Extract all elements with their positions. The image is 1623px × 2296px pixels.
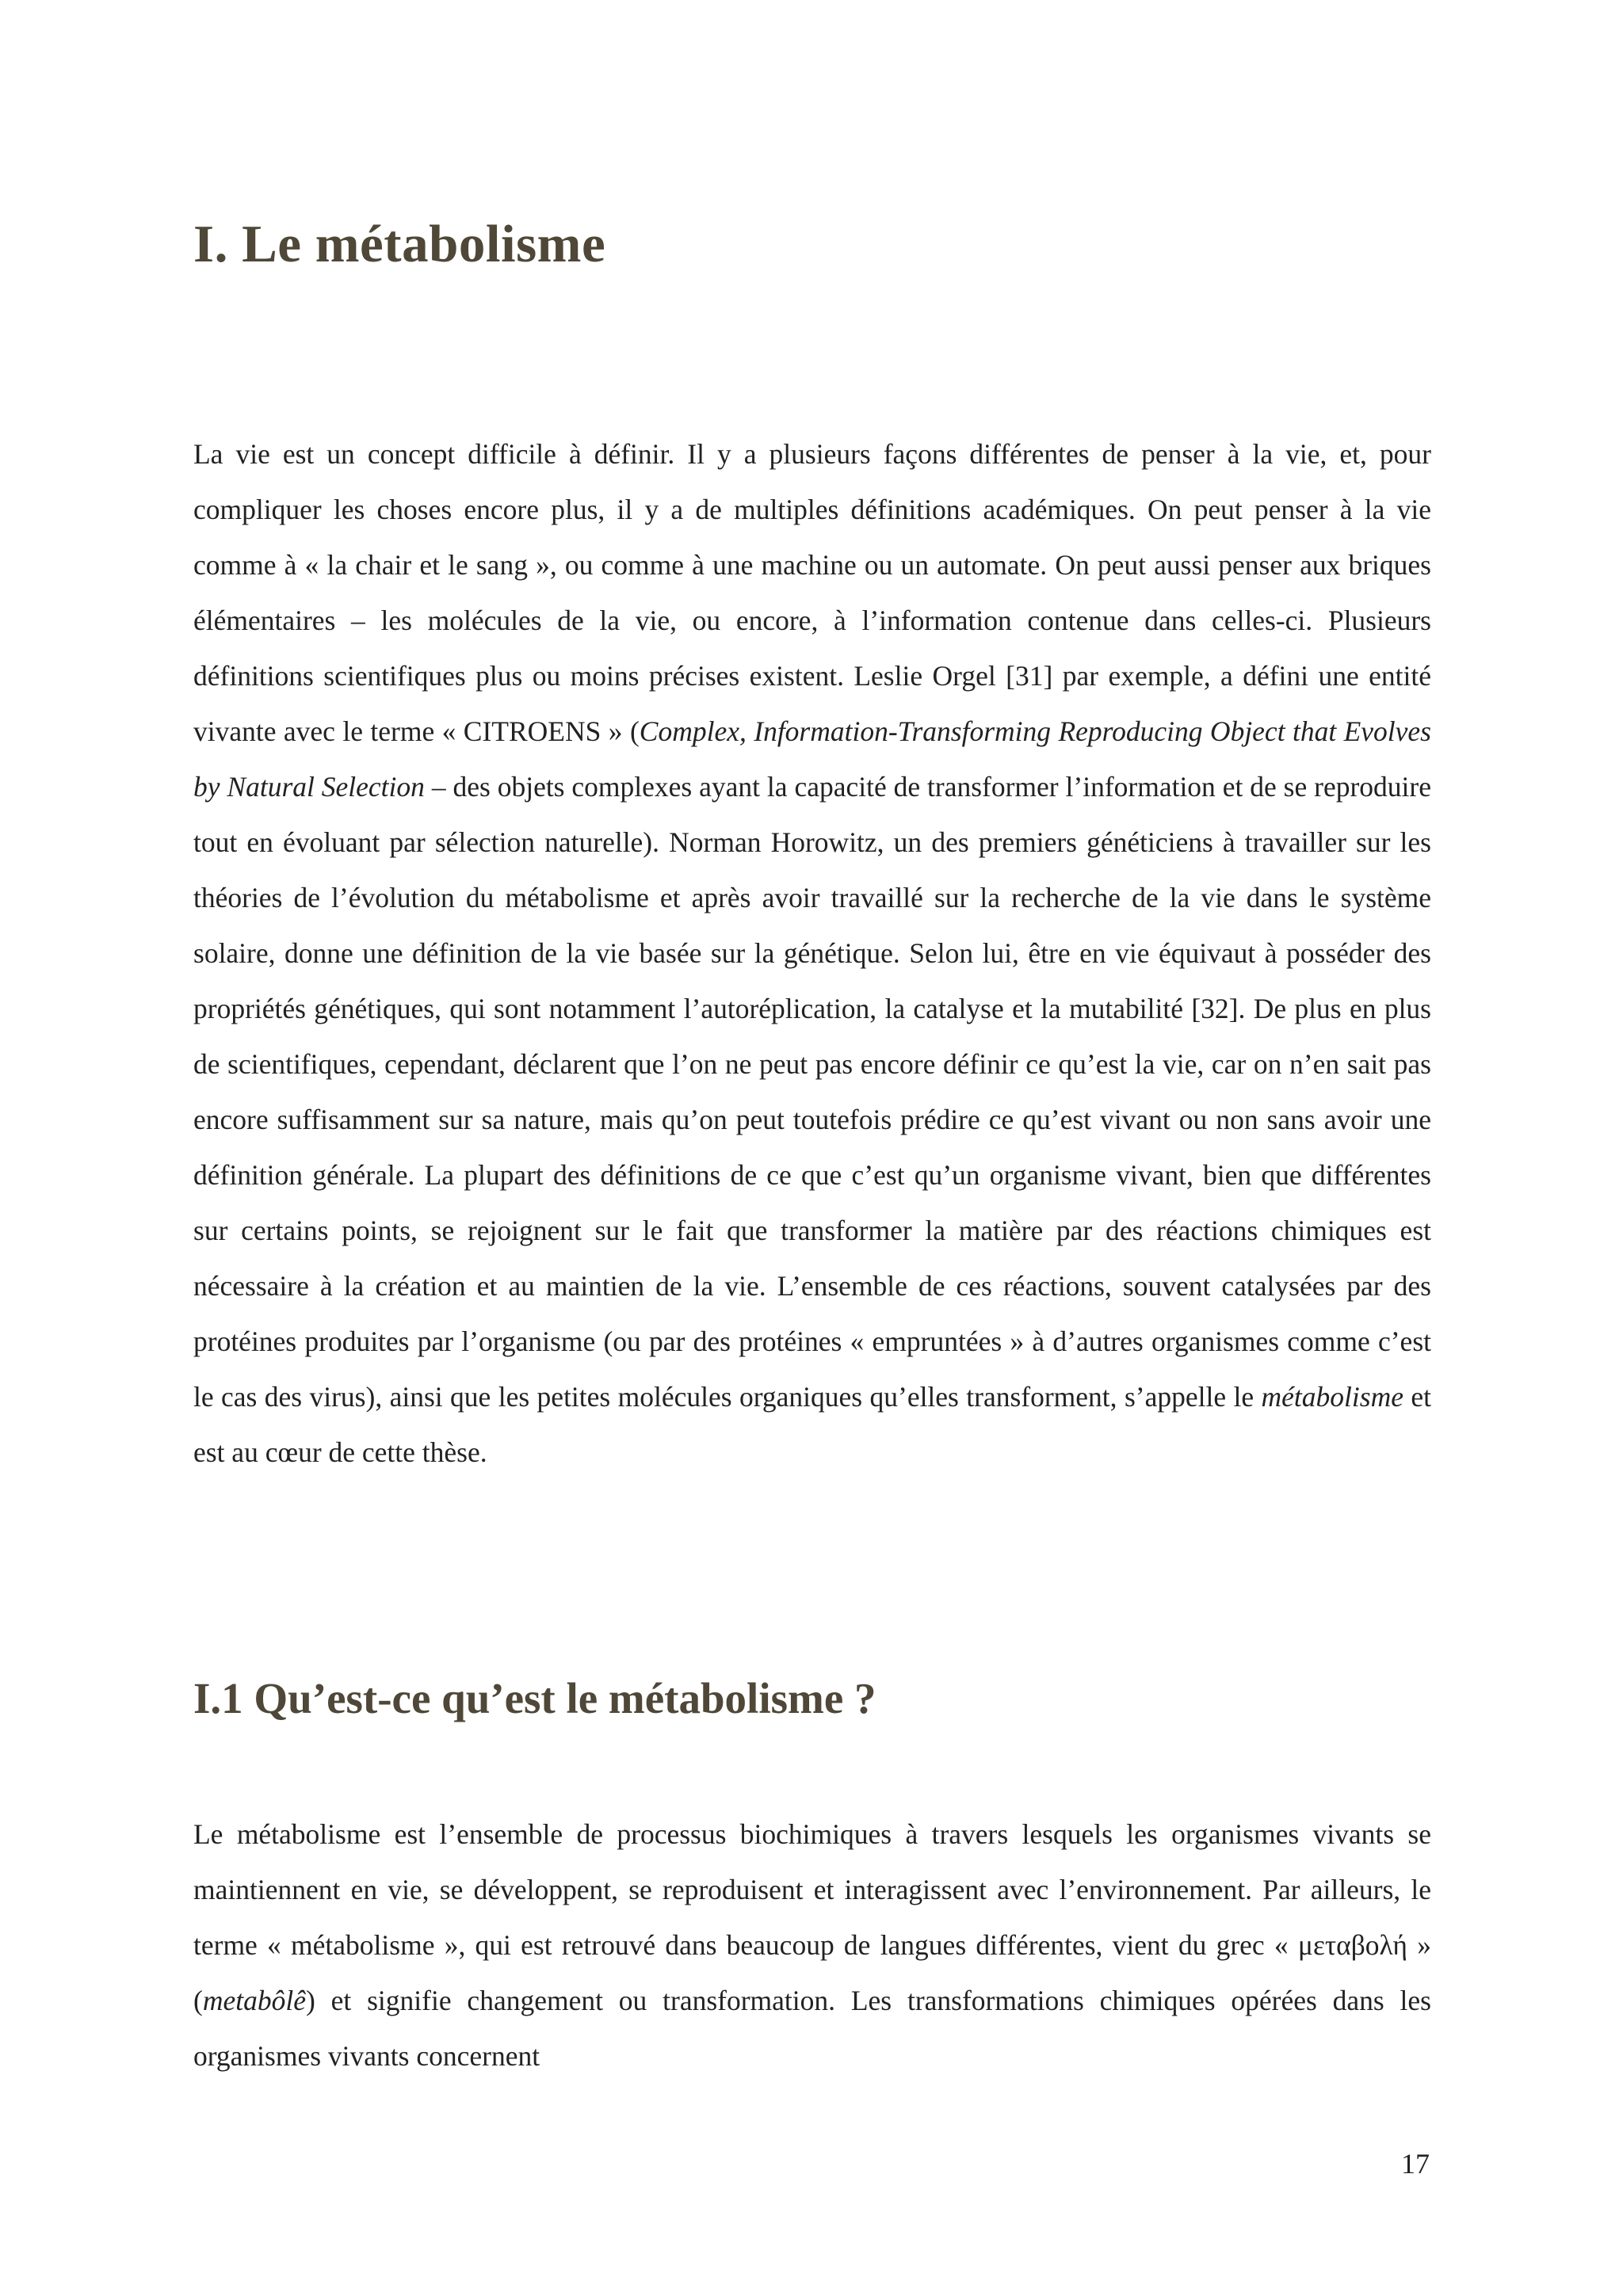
intro-text-3: et est au cœur de cette thèse.: [193, 1381, 1431, 1468]
section-paragraph: [193, 1806, 1431, 2084]
chapter-title: I. Le métabolisme: [193, 215, 606, 273]
section-text-1: Le métabolisme est l’ensemble de processus biochimiques à travers lesquels les organismes vivants se maintiennent en vie, se développent, se reproduisent et interagissent avec l’environnement. Par ailleurs, le terme « métabolisme », qui est retrouvé dans beaucoup de langues différentes, vient du grec « μεταβολή » (: [193, 1818, 1431, 2016]
intro-paragraph: [193, 426, 1431, 1480]
section-text-2: ) et signifie changement ou transformation. Les transformations chimiques opérées dans les organismes vivants concernent: [193, 1985, 1431, 2072]
section-italic-metabole: metabôlê: [202, 1985, 306, 2016]
intro-text-1: La vie est un concept difficile à définir. Il y a plusieurs façons différentes de penser à la vie, et, pour compliquer les choses encore plus, il y a de multiples définitions académiques. On peut penser à la vie comme à « la chair et le sang », ou comme à une machine ou un automate. On peut aussi penser aux briques élémentaires – les molécules de la vie, ou encore, à l’information contenue dans celles-ci. Plusieurs définitions scientifiques plus ou moins précises existent. Leslie Orgel [31] par exemple, a défini une entité vivante avec le terme « CITROENS » (: [193, 438, 1431, 747]
page-number: 17: [1401, 2148, 1430, 2180]
intro-italic-citroens: Complex, Information-Transforming Reproducing Object that Evolves by Natural Selection: [193, 715, 1432, 803]
section-title: I.1 Qu’est-ce qu’est le métabolisme ?: [193, 1674, 876, 1722]
intro-text-2: – des objets complexes ayant la capacité de transformer l’information et de se reproduire tout en évoluant par sélection naturelle). Norman Horowitz, un des premiers généticiens à travailler sur les théories de l’évolution du métabolisme et après avoir travaillé sur la recherche de la vie dans le système solaire, donne une définition de la vie basée sur la génétique. Selon lui, être en vie équivaut à posséder des propriétés génétiques, qui sont notamment l’autoréplication, la catalyse et la mutabilité [32]. De plus en plus de scientifiques, cependant, déclarent que l’on ne peut pas encore définir ce qu’est la vie, car on n’en sait pas encore suffisamment sur sa nature, mais qu’on peut toutefois prédire ce qu’est vivant ou non sans avoir une définition générale. La plupart des définitions de ce que c’est qu’un organisme vivant, bien que différentes sur certains points, se rejoignent sur le fait que transformer la matière par des réactions chimiques est nécessaire à la création et au maintien de la vie. L’ensemble de ces réactions, souvent catalysées par des protéines produites par l’organisme (ou par des protéines « empruntées » à d’autres organismes comme c’est le cas des virus), ainsi que les petites molécules organiques qu’elles transforment, s’appelle le: [193, 771, 1431, 1413]
intro-italic-metabolisme: métabolisme: [1261, 1381, 1403, 1413]
